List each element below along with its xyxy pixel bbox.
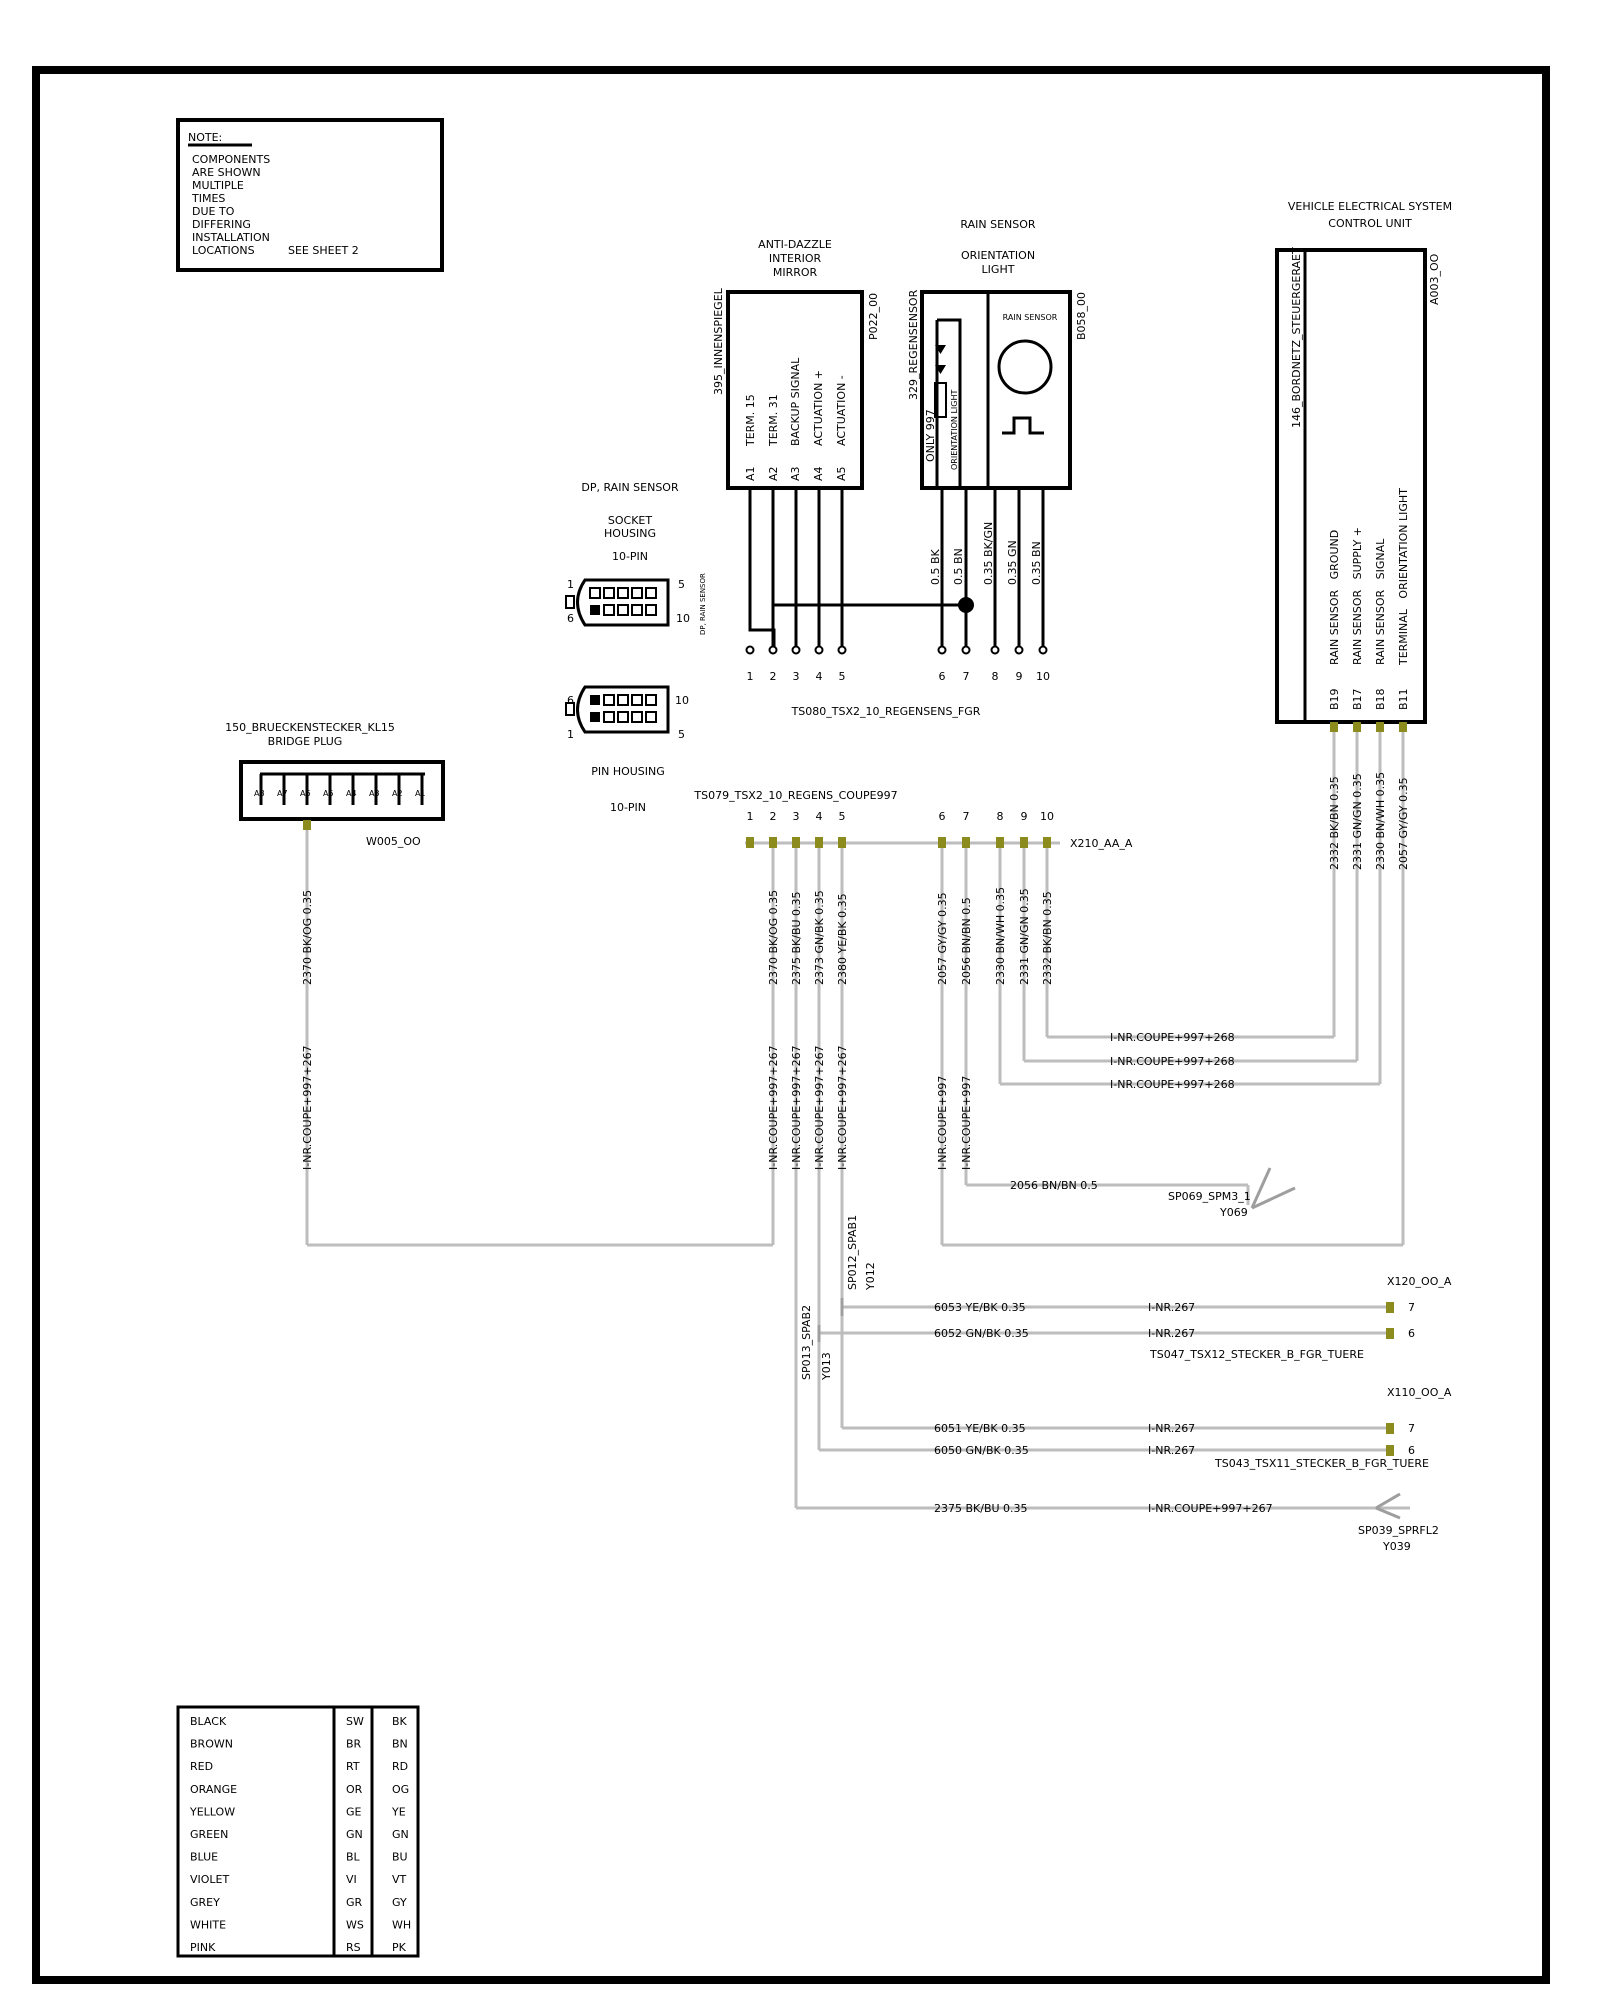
wire-label: 2373 GN/BK 0.35	[813, 890, 826, 985]
wire-label: 2370 BK/OG 0.35	[767, 889, 780, 985]
ts079-pin: 5	[838, 810, 846, 823]
legend-code-de: BR	[346, 1737, 362, 1751]
socket-housing-icon	[566, 580, 668, 625]
bridge-title: BRIDGE PLUG	[267, 735, 343, 748]
wires	[307, 732, 1410, 1508]
pulse-icon	[1002, 418, 1044, 433]
pin-count: 10-PIN	[611, 550, 649, 563]
socket-pin: 6	[567, 612, 574, 625]
legend-code-en: BK	[392, 1715, 407, 1728]
wire-label: 2331 GN/GN 0.35	[1351, 773, 1364, 870]
legend-code-en: BU	[392, 1850, 408, 1864]
mirror-pin: A3	[789, 466, 802, 481]
mirror-signal: TERM. 15	[744, 394, 757, 446]
legend-color-name: VIOLET	[190, 1873, 230, 1887]
splice-label: SP069_SPM3_1	[1168, 1190, 1251, 1203]
lower-labels	[301, 890, 1452, 1553]
inr-label: I-NR.COUPE+997+268	[1110, 1078, 1235, 1091]
frame	[36, 70, 1546, 1980]
wire-label: 2056 BN/BN 0.5	[960, 897, 973, 985]
legend-color-name: BROWN	[190, 1737, 233, 1751]
connector-pin: 7	[1408, 1301, 1415, 1314]
cu-pin: B19	[1328, 688, 1341, 710]
ts047-label: TS047_TSX12_STECKER_B_FGR_TUERE	[1150, 1348, 1364, 1361]
bridge-pin: A1	[415, 789, 426, 798]
mirror-signal: BACKUP SIGNAL	[789, 357, 802, 446]
inr-label: I-NR.COUPE+997	[960, 1075, 973, 1170]
wire-label: 2332 BK/BN 0.35	[1328, 776, 1341, 870]
legend-code-en: BN	[392, 1737, 408, 1751]
wire-label: 2332 BK/BN 0.35	[1041, 891, 1054, 985]
bridge-pin: A4	[346, 789, 357, 798]
cu-signal: TERMINAL ORIENTATION LIGHT	[1397, 488, 1410, 665]
ts079-pin: 6	[938, 810, 946, 823]
ts080-label: TS080_TSX2_10_REGENSENS_FGR	[791, 705, 981, 718]
note-line: COMPONENTS	[192, 153, 271, 166]
splice-arrow-icon	[1252, 1168, 1295, 1208]
mirror-pin: A2	[767, 466, 780, 481]
cu-code: A003_OO	[1428, 253, 1441, 305]
inr-label: I-NR.COUPE+997+268	[1110, 1031, 1235, 1044]
cu-title: VEHICLE ELECTRICAL SYSTEM	[1287, 200, 1453, 213]
legend-code-de: GE	[346, 1805, 362, 1819]
bridge-id: 150_BRUECKENSTECKER_KL15	[225, 721, 395, 734]
legend-color-name: GREEN	[190, 1828, 229, 1841]
cu-signal: RAIN SENSOR GROUND	[1328, 529, 1341, 665]
note-line: DIFFERING	[192, 218, 251, 231]
bridge-pin: A5	[323, 789, 334, 798]
ts079-label: TS079_TSX2_10_REGENS_COUPE997	[694, 789, 898, 802]
legend-color-name: YELLOW	[190, 1805, 236, 1819]
rain-wire-label: 0.35 BN	[1030, 541, 1043, 585]
legend-code-en: GY	[392, 1895, 407, 1909]
connector-pin: 6	[1408, 1444, 1415, 1457]
socket-label: HOUSING	[604, 527, 656, 540]
note-line: MULTIPLE	[192, 179, 244, 192]
wire-label: 6051 YE/BK 0.35	[934, 1422, 1026, 1435]
rain-sensor-inner-label: RAIN SENSOR	[1002, 313, 1058, 322]
rain-only-label: ONLY 997	[924, 409, 937, 462]
inr-label: I-NR.COUPE+997+268	[1110, 1055, 1235, 1068]
wire-label: 2057 GY/GY 0.35	[936, 892, 949, 985]
splice-arrow-icon	[1376, 1494, 1400, 1518]
bridge-pin: A8	[254, 789, 265, 798]
ts080-pin: 3	[792, 670, 800, 683]
note-line: ARE SHOWN	[192, 166, 261, 179]
legend-code-en: OG	[392, 1782, 410, 1796]
wire-label: 2330 BN/WH 0.35	[1374, 771, 1387, 870]
pinhousing-label: PIN HOUSING	[591, 765, 665, 778]
ts080-pin: 10	[1036, 670, 1050, 683]
legend-code-en: RD	[392, 1760, 409, 1774]
inr-label: I-NR.COUPE+997+267	[301, 1045, 314, 1170]
ts079-pin: 9	[1020, 810, 1028, 823]
ts080-pin: 9	[1015, 670, 1023, 683]
ts080-pin: 4	[815, 670, 823, 683]
bridge-code: W005_OO	[366, 835, 421, 848]
cu-pin: B18	[1374, 688, 1387, 710]
legend-code-de: RT	[346, 1760, 360, 1774]
rain-sensor-code: B058_00	[1075, 291, 1088, 340]
inr-label: I-NR.267	[1148, 1444, 1196, 1457]
wire-label: 6050 GN/BK 0.35	[934, 1444, 1029, 1457]
legend-color-name: BLUE	[190, 1850, 219, 1864]
rain-wire-label: 0.35 BK/GN	[982, 521, 995, 585]
note-line: INSTALLATION	[192, 231, 270, 244]
wire-label: 6053 YE/BK 0.35	[934, 1301, 1026, 1314]
socket-pin: 10	[676, 612, 690, 625]
color-legend	[178, 1707, 418, 1956]
legend-color-name: GREY	[190, 1895, 220, 1909]
cu-signal: RAIN SENSOR SUPPLY +	[1351, 526, 1364, 665]
ts079-connector	[693, 789, 1132, 985]
legend-code-de: OR	[346, 1782, 363, 1796]
socket-pin: 5	[678, 578, 685, 591]
legend-code-de: VI	[346, 1873, 357, 1887]
ts079-pin: 7	[962, 810, 970, 823]
inr-label: I-NR.COUPE+997+267	[790, 1045, 803, 1170]
wire-label: 2056 BN/BN 0.5	[1010, 1179, 1098, 1192]
legend-color-name: PINK	[190, 1941, 216, 1954]
inr-label: I-NR.267	[1148, 1422, 1196, 1435]
ts080-pin: 7	[962, 670, 970, 683]
wire-label: 2380 YE/BK 0.35	[836, 893, 849, 985]
note-title: NOTE:	[188, 131, 223, 144]
ts080-pin: 8	[991, 670, 999, 683]
control-unit	[1277, 200, 1452, 732]
legend-code-en: VT	[392, 1873, 407, 1887]
rain-orient-label: ORIENTATION LIGHT	[950, 389, 959, 470]
legend-code-en: WH	[392, 1918, 412, 1932]
bridge-pin: A6	[300, 789, 311, 798]
rain-sensor-subtitle: ORIENTATION	[960, 249, 1036, 262]
mirror-signal: ACTUATION -	[835, 375, 848, 446]
rain-sensor-title: RAIN SENSOR	[960, 218, 1036, 231]
bridge-plug	[225, 721, 443, 848]
bridge-pin: A3	[369, 789, 380, 798]
note-see: SEE SHEET 2	[288, 244, 359, 257]
bridge-pin: A2	[392, 789, 403, 798]
mirror-title: ANTI-DAZZLE	[758, 238, 832, 251]
note-line: TIMES	[192, 192, 226, 205]
splice-label: Y013	[820, 1352, 833, 1380]
mirror-id: 395_INNENSPIEGEL	[712, 288, 725, 395]
wire-label: 2331 GN/GN 0.35	[1018, 888, 1031, 985]
rain-sensor-subtitle: LIGHT	[981, 263, 1015, 276]
mirror-title: INTERIOR	[768, 252, 822, 265]
connector-pin: 6	[1408, 1327, 1415, 1340]
pinhousing-pin: 10	[675, 694, 689, 707]
legend-code-de: WS	[346, 1918, 364, 1932]
dp-rain-sensor	[566, 481, 707, 814]
rain-wire-label: 0.5 BN	[952, 548, 965, 585]
cu-title: CONTROL UNIT	[1328, 217, 1412, 230]
legend-code-en: PK	[392, 1941, 406, 1954]
legend-code-en: GN	[392, 1828, 409, 1841]
note-box	[178, 120, 442, 270]
legend-code-de: SW	[346, 1715, 364, 1728]
pin-count: 10-PIN	[609, 801, 647, 814]
rain-wire-label: 0.5 BK	[929, 549, 942, 585]
inr-label: I-NR.COUPE+997	[936, 1075, 949, 1170]
legend-color-name: ORANGE	[190, 1782, 238, 1796]
dp-rain-title: DP, RAIN SENSOR	[581, 481, 679, 494]
inr-label: I-NR.COUPE+997+267	[836, 1045, 849, 1170]
cu-id: 146_BORDNETZ_STEUERGERAET	[1290, 247, 1303, 428]
mirror-code: P022_00	[867, 292, 880, 340]
mirror-pin: A5	[835, 466, 848, 481]
pin-housing-icon	[566, 687, 668, 732]
rain-wire-label: 0.35 GN	[1006, 540, 1019, 585]
wire-label: 2375 BK/BU 0.35	[934, 1502, 1028, 1515]
ts080-pin: 6	[938, 670, 946, 683]
inr-label: I-NR.267	[1148, 1327, 1196, 1340]
ts043-label: TS043_TSX11_STECKER_B_FGR_TUERE	[1215, 1457, 1429, 1470]
splice-label: Y012	[864, 1262, 877, 1290]
connector-pin: 7	[1408, 1422, 1415, 1435]
legend-code-de: RS	[346, 1941, 361, 1954]
ts080-pin: 5	[838, 670, 846, 683]
legend-color-name: WHITE	[190, 1918, 227, 1932]
ts079-pin: 2	[769, 810, 777, 823]
legend-code-de: GR	[346, 1895, 363, 1909]
mirror-signal: ACTUATION +	[812, 369, 825, 446]
mirror-title: MIRROR	[772, 266, 818, 279]
inr-label: I-NR.COUPE+997+267	[767, 1045, 780, 1170]
cu-pin: B17	[1351, 688, 1364, 710]
wire-label: 2330 BN/WH 0.35	[994, 886, 1007, 985]
splice-label: Y069	[1220, 1206, 1248, 1219]
pinhousing-pin: 1	[567, 728, 574, 741]
inr-label: I-NR.COUPE+997+267	[813, 1045, 826, 1170]
splice-label: SP013_SPAB2	[800, 1304, 813, 1380]
socket-pin: 1	[567, 578, 574, 591]
mirror-pin: A1	[744, 466, 757, 481]
x210-label: X210_AA_A	[1070, 837, 1133, 850]
wire-label: 2370 BK/OG 0.35	[301, 889, 314, 985]
legend-color-name: BLACK	[190, 1715, 227, 1728]
note-line: DUE TO	[192, 205, 235, 218]
legend-code-en: YE	[392, 1805, 406, 1819]
ts080-pin: 1	[746, 670, 754, 683]
splice-label: Y039	[1383, 1540, 1411, 1553]
legend-color-name: RED	[190, 1760, 214, 1774]
ts080-connector	[747, 647, 1051, 719]
splice-label: SP039_SPRFL2	[1358, 1524, 1439, 1537]
legend-code-de: BL	[346, 1850, 360, 1864]
bridge-pin: A7	[277, 789, 288, 798]
connector-label: X120_OO_A	[1387, 1275, 1452, 1288]
cu-wire-labels	[1328, 772, 1410, 870]
junction-dot	[958, 597, 974, 613]
inr-label: I-NR.267	[1148, 1301, 1196, 1314]
wire-label: 2375 BK/BU 0.35	[790, 891, 803, 985]
dp-side-label: DP, RAIN SENSOR	[699, 573, 707, 635]
ts079-pin: 3	[792, 810, 800, 823]
ts079-pin: 10	[1040, 810, 1054, 823]
ts079-pin: 1	[746, 810, 754, 823]
legend-code-de: GN	[346, 1828, 363, 1841]
wire-label: 6052 GN/BK 0.35	[934, 1327, 1029, 1340]
splice-label: SP012_SPAB1	[846, 1214, 859, 1290]
cu-signal: RAIN SENSOR SIGNAL	[1374, 538, 1387, 665]
connector-label: X110_OO_A	[1387, 1386, 1452, 1399]
pinhousing-pin: 6	[567, 694, 574, 707]
note-line: LOCATIONS	[192, 244, 255, 257]
ts079-pin: 8	[996, 810, 1004, 823]
cu-pin: B11	[1397, 688, 1410, 710]
mirror-signal: TERM. 31	[767, 394, 780, 446]
pinhousing-pin: 5	[678, 728, 685, 741]
inr-label: I-NR.COUPE+997+267	[1148, 1502, 1273, 1515]
ts079-pin: 4	[815, 810, 823, 823]
wire-label: 2057 GY/GY 0.35	[1397, 777, 1410, 870]
rain-sensor-component	[907, 218, 1088, 650]
sensor-circle-icon	[999, 341, 1051, 393]
mirror-pin: A4	[812, 466, 825, 481]
socket-label: SOCKET	[607, 514, 653, 527]
rain-sensor-id: 329_REGENSENSOR	[907, 289, 920, 400]
ts080-pin: 2	[769, 670, 777, 683]
